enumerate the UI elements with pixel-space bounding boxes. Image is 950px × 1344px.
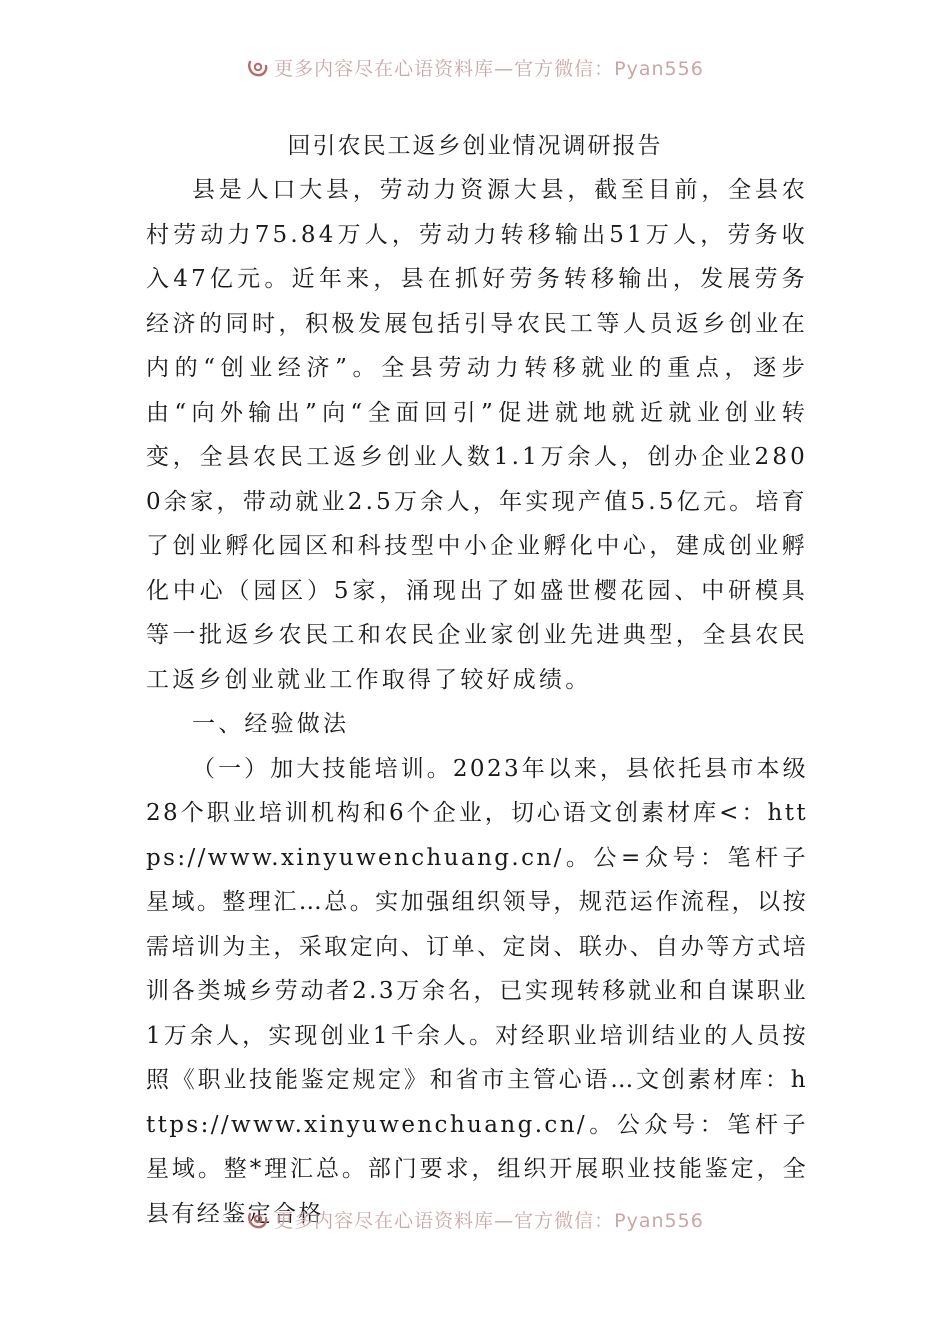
paragraph-intro: 县是人口大县，劳动力资源大县，截至目前，全县农村劳动力75.84万人，劳动力转移输出51万人，劳务收入47亿元。近年来，县在抓好劳务转移输出，发展劳务经济的同时，积极发展包括引导农民工等人员返乡创业在内的“创业经济”。全县劳动力转移就业的重点，逐步由“向外输出”向“全面回引”促进就地就近就业创业转变，全县农民工返乡创业人数1.1万余人，创办企业2800余家，带动就业2.5万余人，年实现产值5.5亿元。培育了创业孵化园区和科技型中小企业孵化中心，建成创业孵化中心（园区）5家，涌现出了如盛世樱花园、中研模具等一批返乡农民工和农民企业家创业先进典型，全县农民工返乡创业就业工作取得了较好成绩。 bbox=[146, 177, 808, 693]
watermark-text: 更多内容尽在心语资料库—官方微信：Pyan556 bbox=[274, 1210, 704, 1232]
watermark-text: 更多内容尽在心语资料库—官方微信：Pyan556 bbox=[274, 58, 704, 80]
logo-icon bbox=[246, 1208, 270, 1232]
page-title: 回引农民工返乡创业情况调研报告 bbox=[287, 133, 663, 159]
document-body bbox=[146, 168, 808, 1236]
section-heading: 一、经验做法 bbox=[192, 711, 350, 737]
watermark-footer bbox=[0, 1206, 950, 1236]
logo-icon bbox=[246, 56, 270, 80]
paragraph-training: （一）加大技能培训。2023年以来，县依托县市本级28个职业培训机构和6个企业，切心语文创素材库<：https://www.xinyuwenchuang.cn/。公=众号：笔杆子星域。整理汇…总。实加强组织领导，规范运作流程，以按需培训为主，采取定向、订单、定岗、联办、自办等方式培训各类城乡劳动者2.3万余名，已实现转移就业和自谋职业1万余人，实现创业1千余人。对经职业培训结业的人员按照《职业技能鉴定规定》和省市主管心语…文创素材库：https://www.xinyuwenchuang.cn/。公众号：笔杆子星域。整*理汇总。部门要求，组织开展职业技能鉴定，全县有经鉴定合格 bbox=[146, 755, 808, 1227]
watermark-header bbox=[0, 54, 950, 84]
